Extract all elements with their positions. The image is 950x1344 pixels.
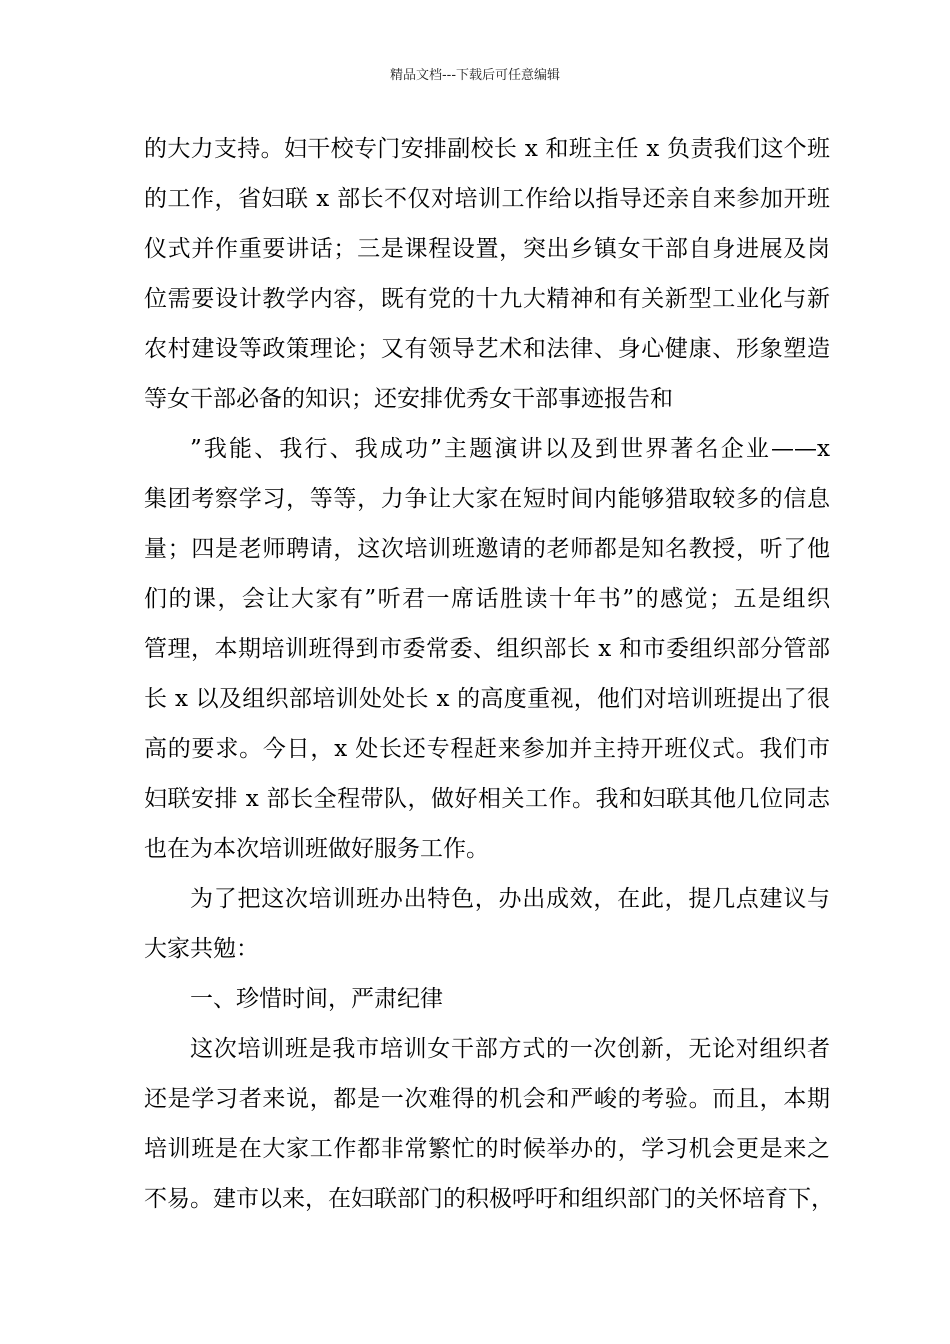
text-line: ”我能、我行、我成功”主题演讲以及到世界著名企业——x bbox=[190, 436, 830, 462]
text-line: 大家共勉： bbox=[144, 936, 259, 962]
text-line: 的大力支持。妇干校专门安排副校长 x 和班主任 x 负责我们这个班 bbox=[144, 136, 830, 162]
text-line: 培训班是在大家工作都非常繁忙的时候举办的，学习机会更是来之 bbox=[144, 1136, 830, 1162]
text-line: 位需要设计教学内容，既有党的十九大精神和有关新型工业化与新 bbox=[144, 286, 830, 312]
text-line: 不易。建市以来，在妇联部门的积极呼吁和组织部门的关怀培育下， bbox=[144, 1186, 834, 1212]
text-line: 集团考察学习，等等，力争让大家在短时间内能够猎取较多的信息 bbox=[144, 486, 830, 512]
text-line: 管理，本期培训班得到市委常委、组织部长 x 和市委组织部分管部 bbox=[144, 636, 830, 662]
text-line: 也在为本次培训班做好服务工作。 bbox=[144, 836, 489, 862]
text-line: 还是学习者来说，都是一次难得的机会和严峻的考验。而且，本期 bbox=[144, 1086, 830, 1112]
text-line: 妇联安排 x 部长全程带队，做好相关工作。我和妇联其他几位同志 bbox=[144, 786, 830, 812]
text-line: 为了把这次培训班办出特色，办出成效，在此，提几点建议与 bbox=[190, 886, 830, 912]
text-line: 长 x 以及组织部培训处处长 x 的高度重视，他们对培训班提出了很 bbox=[144, 686, 830, 712]
text-line: 高的要求。今日，x 处长还专程赶来参加并主持开班仪式。我们市 bbox=[144, 736, 830, 762]
text-line: 的工作，省妇联 x 部长不仅对培训工作给以指导还亲自来参加开班 bbox=[144, 186, 830, 212]
text-line: 一、珍惜时间，严肃纪律 bbox=[190, 986, 443, 1012]
text-line: 这次培训班是我市培训女干部方式的一次创新，无论对组织者 bbox=[190, 1036, 830, 1062]
text-line: 量；四是老师聘请，这次培训班邀请的老师都是知名教授，听了他 bbox=[144, 536, 830, 562]
body-text bbox=[144, 124, 834, 1224]
text-line: 仪式并作重要讲话；三是课程设置，突出乡镇女干部自身进展及岗 bbox=[144, 236, 830, 262]
page-header: 精品文档---下载后可任意编辑 bbox=[389, 68, 561, 83]
text-line: 们的课，会让大家有”听君一席话胜读十年书”的感觉；五是组织 bbox=[144, 586, 830, 612]
text-line: 等女干部必备的知识；还安排优秀女干部事迹报告和 bbox=[144, 386, 673, 412]
text-line: 农村建设等政策理论；又有领导艺术和法律、身心健康、形象塑造 bbox=[144, 336, 830, 362]
